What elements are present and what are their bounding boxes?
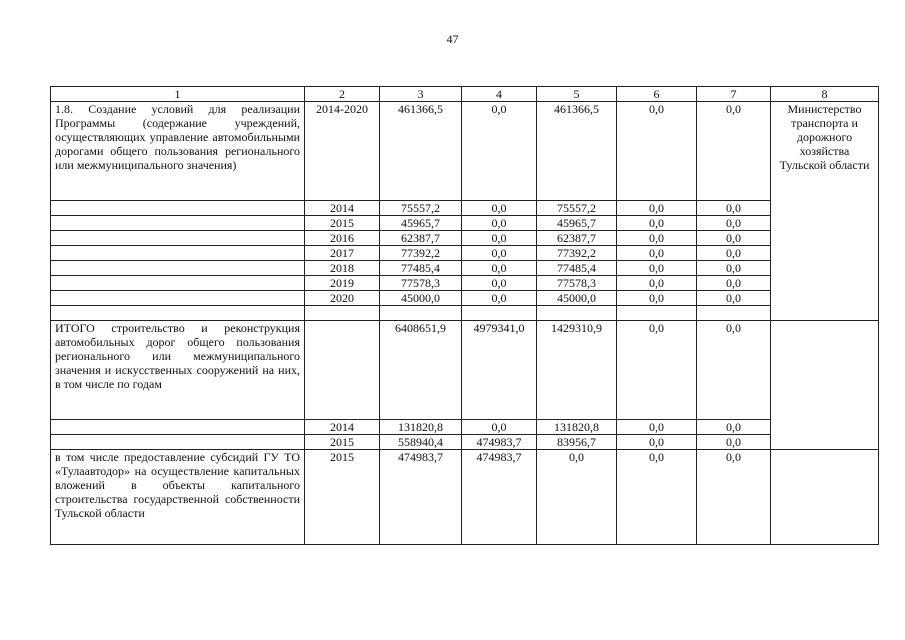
value-cell: 6408651,9 [380, 321, 462, 420]
value-cell: 474983,7 [380, 450, 462, 545]
row-description: 1.8. Создание условий для реализации Программы (содержание учреждений, осуществляющих управление автомобильными дорогами общего пользования регионального или межмуниципального значения) [51, 102, 305, 201]
empty-cell [51, 216, 305, 231]
value-cell: 75557,2 [380, 201, 462, 216]
value-cell: 474983,7 [462, 450, 537, 545]
value-cell: 75557,2 [537, 201, 617, 216]
value-cell: 45000,0 [537, 291, 617, 306]
empty-cell [537, 306, 617, 321]
empty-cell [51, 201, 305, 216]
value-cell: 0,0 [617, 276, 697, 291]
value-cell: 0,0 [697, 291, 771, 306]
column-header: 6 [617, 87, 697, 102]
budget-table [50, 86, 879, 545]
year-cell: 2017 [305, 246, 380, 261]
value-cell: 0,0 [617, 435, 697, 450]
value-cell: 0,0 [617, 261, 697, 276]
value-cell: 0,0 [617, 102, 697, 201]
empty-cell [51, 276, 305, 291]
value-cell: 0,0 [462, 246, 537, 261]
row-description: в том числе предоставление субсидий ГУ ТО «Тулаавтодор» на осуществление капитальных вложений в объекты капитального строительства государственной собственности Тульской области [51, 450, 305, 545]
value-cell: 0,0 [697, 261, 771, 276]
value-cell: 0,0 [697, 216, 771, 231]
header-row [51, 87, 879, 102]
value-cell: 0,0 [462, 231, 537, 246]
empty-cell [51, 231, 305, 246]
value-cell: 77578,3 [537, 276, 617, 291]
value-cell: 0,0 [617, 201, 697, 216]
value-cell: 45965,7 [380, 216, 462, 231]
empty-cell [51, 420, 305, 435]
year-cell: 2015 [305, 216, 380, 231]
table-row-year [51, 261, 879, 276]
table-row-total [51, 321, 879, 420]
value-cell: 0,0 [462, 201, 537, 216]
empty-cell [51, 246, 305, 261]
table-row-year [51, 231, 879, 246]
column-header: 3 [380, 87, 462, 102]
empty-cell [51, 435, 305, 450]
value-cell: 1429310,9 [537, 321, 617, 420]
value-cell: 0,0 [617, 291, 697, 306]
empty-cell [380, 306, 462, 321]
empty-cell [617, 306, 697, 321]
column-header: 1 [51, 87, 305, 102]
column-header: 4 [462, 87, 537, 102]
value-cell: 0,0 [697, 246, 771, 261]
value-cell: 45965,7 [537, 216, 617, 231]
value-cell: 0,0 [617, 321, 697, 420]
table-row-subsidy [51, 450, 879, 545]
value-cell: 461366,5 [380, 102, 462, 201]
table-row-spacer [51, 306, 879, 321]
value-cell: 0,0 [697, 435, 771, 450]
value-cell: 62387,7 [380, 231, 462, 246]
table-row-year [51, 435, 879, 450]
year-cell: 2018 [305, 261, 380, 276]
value-cell: 0,0 [462, 276, 537, 291]
table-row-year [51, 420, 879, 435]
value-cell: 131820,8 [537, 420, 617, 435]
table-row-section-1-8 [51, 102, 879, 201]
value-cell: 0,0 [462, 261, 537, 276]
empty-cell [51, 261, 305, 276]
value-cell: 83956,7 [537, 435, 617, 450]
value-cell: 0,0 [697, 102, 771, 201]
empty-cell [697, 306, 771, 321]
empty-cell [305, 306, 380, 321]
table-row-year [51, 216, 879, 231]
value-cell: 474983,7 [462, 435, 537, 450]
value-cell: 0,0 [697, 450, 771, 545]
column-header: 5 [537, 87, 617, 102]
value-cell: 0,0 [617, 450, 697, 545]
value-cell: 461366,5 [537, 102, 617, 201]
value-cell: 77485,4 [380, 261, 462, 276]
year-cell: 2014 [305, 420, 380, 435]
value-cell: 0,0 [537, 450, 617, 545]
column-header: 7 [697, 87, 771, 102]
table-row-year [51, 201, 879, 216]
value-cell: 0,0 [462, 102, 537, 201]
year-cell: 2015 [305, 435, 380, 450]
value-cell: 0,0 [697, 231, 771, 246]
value-cell: 0,0 [697, 276, 771, 291]
value-cell: 0,0 [697, 321, 771, 420]
value-cell: 77485,4 [537, 261, 617, 276]
year-cell: 2020 [305, 291, 380, 306]
value-cell: 0,0 [462, 291, 537, 306]
year-cell: 2019 [305, 276, 380, 291]
empty-cell [462, 306, 537, 321]
value-cell: 558940,4 [380, 435, 462, 450]
value-cell: 0,0 [462, 216, 537, 231]
value-cell: 77392,2 [380, 246, 462, 261]
value-cell: 0,0 [462, 420, 537, 435]
empty-cell [771, 450, 879, 545]
value-cell: 131820,8 [380, 420, 462, 435]
year-cell: 2014 [305, 201, 380, 216]
value-cell: 0,0 [617, 246, 697, 261]
table-row-year [51, 246, 879, 261]
empty-cell [771, 321, 879, 450]
period-cell: 2014-2020 [305, 102, 380, 201]
organization-cell: Министерство транспорта и дорожного хозяйства Тульской области [771, 102, 879, 321]
column-header: 2 [305, 87, 380, 102]
page-number: 47 [446, 32, 459, 46]
row-description: ИТОГО строительство и реконструкция автомобильных дорог общего пользования регионального или межмуниципального значения и искусственных сооружений на них, в том числе по годам [51, 321, 305, 420]
value-cell: 77392,2 [537, 246, 617, 261]
value-cell: 0,0 [617, 420, 697, 435]
value-cell: 0,0 [617, 231, 697, 246]
table-row-year [51, 276, 879, 291]
column-header: 8 [771, 87, 879, 102]
year-cell: 2016 [305, 231, 380, 246]
value-cell: 77578,3 [380, 276, 462, 291]
table-row-year [51, 291, 879, 306]
value-cell: 0,0 [697, 201, 771, 216]
year-cell: 2015 [305, 450, 380, 545]
empty-cell [51, 291, 305, 306]
value-cell: 62387,7 [537, 231, 617, 246]
value-cell: 45000,0 [380, 291, 462, 306]
value-cell: 4979341,0 [462, 321, 537, 420]
value-cell: 0,0 [617, 216, 697, 231]
value-cell: 0,0 [697, 420, 771, 435]
empty-cell [51, 306, 305, 321]
empty-cell [305, 321, 380, 420]
